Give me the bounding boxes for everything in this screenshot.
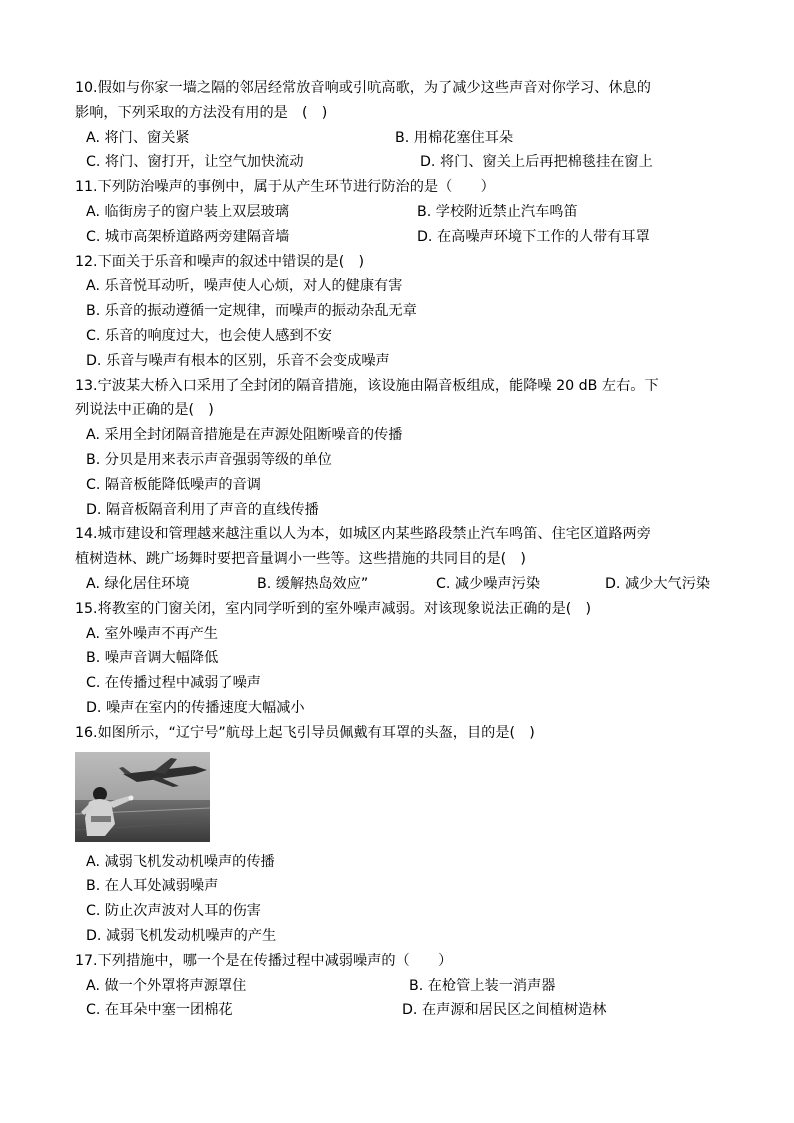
option-d[interactable]: D. 在高噪声环境下工作的人带有耳罩 [417,228,650,245]
option-c[interactable]: C. 城市高架桥道路两旁建隔音墙 [86,228,290,245]
option-a[interactable]: A. 临街房子的窗户装上双层玻璃 [86,203,289,220]
option-a[interactable]: A. 乐音悦耳动听，噪声使人心烦，对人的健康有害 [86,278,403,295]
question-stem: 10.假如与你家一墙之隔的邻居经常放音响或引吭高歌，为了减少这些声音对你学习、休息的 [75,80,651,96]
worksheet-page [75,76,725,1023]
question-stem: 植树造林、跳广场舞时要把音量调小一些等。这些措施的共同目的是( ) [75,551,526,568]
question-stem: 12.下面关于乐音和噪声的叙述中错误的是( ) [75,253,365,270]
option-c[interactable]: C. 隔音板能降低噪声的音调 [86,476,261,493]
question-stem: 16.如图所示，“辽宁号”航母上起飞引导员佩戴有耳罩的头盔，目的是( ) [75,724,535,741]
option-c[interactable]: C. 在耳朵中塞一团棉花 [86,1002,233,1019]
option-d[interactable]: D. 将门、窗关上后再把棉毯挂在窗上 [420,154,653,171]
option-d[interactable]: D. 乐音与噪声有根本的区别，乐音不会变成噪声 [86,352,390,369]
question-14 [75,522,725,596]
question-10 [75,76,725,175]
question-17 [75,949,725,1023]
question-15 [75,597,725,721]
option-a[interactable]: A. 将门、窗关紧 [86,129,190,146]
option-b[interactable]: B. 在枪管上装一消声器 [409,977,556,994]
question-stem: 11.下列防治噪声的事例中，属于从产生环节进行防治的是（ ） [75,179,495,196]
option-b[interactable]: B. 乐音的振动遵循一定规律，而噪声的振动杂乱无章 [86,303,417,320]
option-c[interactable]: C. 防止次声波对人耳的伤害 [86,903,261,920]
option-d[interactable]: D. 在声源和居民区之间植树造林 [402,1002,607,1019]
option-b[interactable]: B. 学校附近禁止汽车鸣笛 [417,203,578,220]
option-a[interactable]: A. 室外噪声不再产生 [86,625,218,642]
option-d[interactable]: D. 减少大气污染 [605,575,711,592]
option-c[interactable]: C. 乐音的响度过大，也会使人感到不安 [86,327,332,344]
question-16 [75,721,725,949]
option-b[interactable]: B. 缓解热岛效应” [257,575,369,592]
option-a[interactable]: A. 绿化居住环境 [86,575,190,592]
option-row [75,974,725,999]
question-stem: 15.将教室的门窗关闭，室内同学听到的室外噪声减弱。对该现象说法正确的是( ) [75,600,592,617]
option-row [75,572,725,597]
question-12 [75,250,725,374]
aircraft-carrier-photo [75,752,210,842]
question-13 [75,374,725,523]
option-c[interactable]: C. 在传播过程中减弱了噪声 [86,675,261,692]
question-stem: 17.下列措施中，哪一个是在传播过程中减弱噪声的（ ） [75,952,453,969]
option-b[interactable]: B. 分贝是用来表示声音强弱等级的单位 [86,451,332,468]
question-stem: 列说法中正确的是( ) [75,402,214,419]
option-row [75,225,725,250]
option-b[interactable]: B. 噪声音调大幅降低 [86,650,219,667]
option-c[interactable]: C. 减少噪声污染 [436,575,541,592]
option-a[interactable]: A. 做一个外罩将声源罩住 [86,977,247,994]
option-row [75,200,725,225]
option-d[interactable]: D. 噪声在室内的传播速度大幅减小 [86,699,305,716]
option-c[interactable]: C. 将门、窗打开，让空气加快流动 [86,154,304,171]
option-a[interactable]: A. 减弱飞机发动机噪声的传播 [86,853,275,870]
question-stem: 13.宁波某大桥入口采用了全封闭的隔音措施，该设施由隔音板组成，能降噪 20 dB 左右。下 [75,377,659,394]
option-b[interactable]: B. 用棉花塞住耳朵 [395,129,514,146]
question-stem: 影响，下列采取的方法没有用的是 ( ) [75,104,328,121]
option-d[interactable]: D. 减弱飞机发动机噪声的产生 [86,927,277,944]
option-row [75,150,725,175]
option-row [75,998,725,1023]
option-a[interactable]: A. 采用全封闭隔音措施是在声源处阻断噪音的传播 [86,427,403,444]
option-d[interactable]: D. 隔音板隔音利用了声音的直线传播 [86,501,319,518]
question-11 [75,175,725,249]
option-row [75,126,725,151]
question-stem: 14.城市建设和管理越来越注重以人为本，如城区内某些路段禁止汽车鸣笛、住宅区道路两旁 [75,526,651,543]
option-b[interactable]: B. 在人耳处减弱噪声 [86,878,219,895]
